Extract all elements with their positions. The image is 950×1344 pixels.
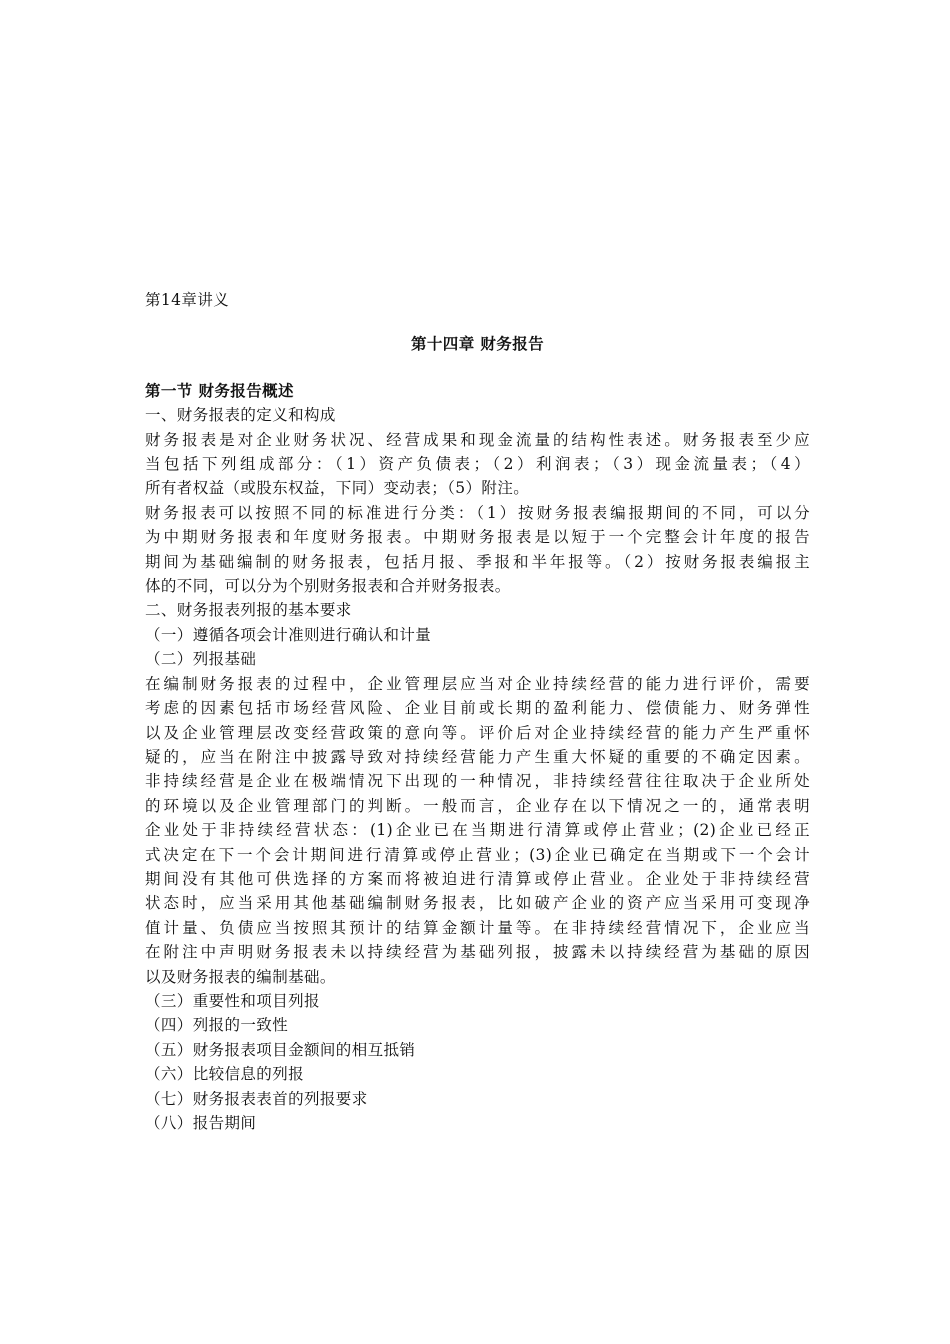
list-item: （一）遵循各项会计准则进行确认和计量 (145, 625, 432, 644)
list-item: （二）列报基础 (145, 650, 257, 669)
document-header: 第14章讲义 (145, 291, 230, 309)
paragraph-line: 式决定在下一个会计期间进行清算或停止营业；(3)企业已确定在当期或下一个会计 (145, 845, 810, 864)
paragraph-line: 考虑的因素包括市场经营风险、企业目前或长期的盈利能力、偿债能力、财务弹性 (145, 699, 810, 718)
list-item: （八）报告期间 (145, 1114, 257, 1132)
list-item: （四）列报的一致性 (145, 1016, 289, 1035)
paragraph-line: 疑的，应当在附注中披露导致对持续经营能力产生重大怀疑的重要的不确定因素。 (145, 747, 810, 766)
paragraph-line: 状态时，应当采用其他基础编制财务报表，比如破产企业的资产应当采用可变现净 (145, 894, 810, 913)
paragraph-line: 在编制财务报表的过程中，企业管理层应当对企业持续经营的能力进行评价，需要 (145, 674, 810, 693)
document-page (145, 288, 810, 1135)
paragraph-line: 非持续经营是企业在极端情况下出现的一种情况，非持续经营往往取决于企业所处 (145, 772, 810, 791)
list-item: （五）财务报表项目金额间的相互抵销 (145, 1040, 416, 1059)
subheading-requirements: 二、财务报表列报的基本要求 (145, 601, 352, 620)
paragraph-line: 以及企业管理层改变经营政策的意向等。评价后对企业持续经营的能力产生严重怀 (145, 723, 810, 742)
paragraph-line: 值计量、负债应当按照其预计的结算金额计量等。在非持续经营情况下，企业应当 (145, 918, 810, 937)
paragraph-line: 财务报表可以按照不同的标准进行分类：（1）按财务报表编报期间的不同，可以分 (145, 503, 810, 522)
paragraph-line: 所有者权益（或股东权益，下同）变动表；（5）附注。 (145, 479, 530, 498)
paragraph-line: 为中期财务报表和年度财务报表。中期财务报表是以短于一个完整会计年度的报告 (145, 528, 810, 547)
subheading-definition: 一、财务报表的定义和构成 (145, 406, 336, 425)
list-item: （七）财务报表表首的列报要求 (145, 1089, 368, 1108)
paragraph-line: 企业处于非持续经营状态：(1)企业已在当期进行清算或停止营业；(2)企业已经正 (145, 821, 810, 840)
paragraph-line: 期间为基础编制的财务报表，包括月报、季报和半年报等。（2）按财务报表编报主 (145, 552, 810, 571)
list-item: （三）重要性和项目列报 (145, 991, 320, 1010)
paragraph-line: 财务报表是对企业财务状况、经营成果和现金流量的结构性表述。财务报表至少应 (145, 430, 810, 449)
list-item: （六）比较信息的列报 (145, 1065, 305, 1084)
paragraph-line: 以及财务报表的编制基础。 (145, 967, 336, 986)
paragraph-line: 当包括下列组成部分：（1）资产负债表；（2）利润表；（3）现金流量表；（4） (145, 455, 810, 474)
chapter-title: 第十四章 财务报告 (411, 334, 544, 354)
paragraph-line: 的环境以及企业管理部门的判断。一般而言，企业存在以下情况之一的，通常表明 (145, 796, 810, 815)
section-title: 第一节 财务报告概述 (145, 380, 294, 400)
paragraph-line: 期间没有其他可供选择的方案而将被迫进行清算或停止营业。企业处于非持续经营 (145, 869, 810, 888)
paragraph-line: 体的不同，可以分为个别财务报表和合并财务报表。 (145, 577, 511, 596)
paragraph-line: 在附注中声明财务报表未以持续经营为基础列报，披露未以持续经营为基础的原因 (145, 943, 810, 962)
